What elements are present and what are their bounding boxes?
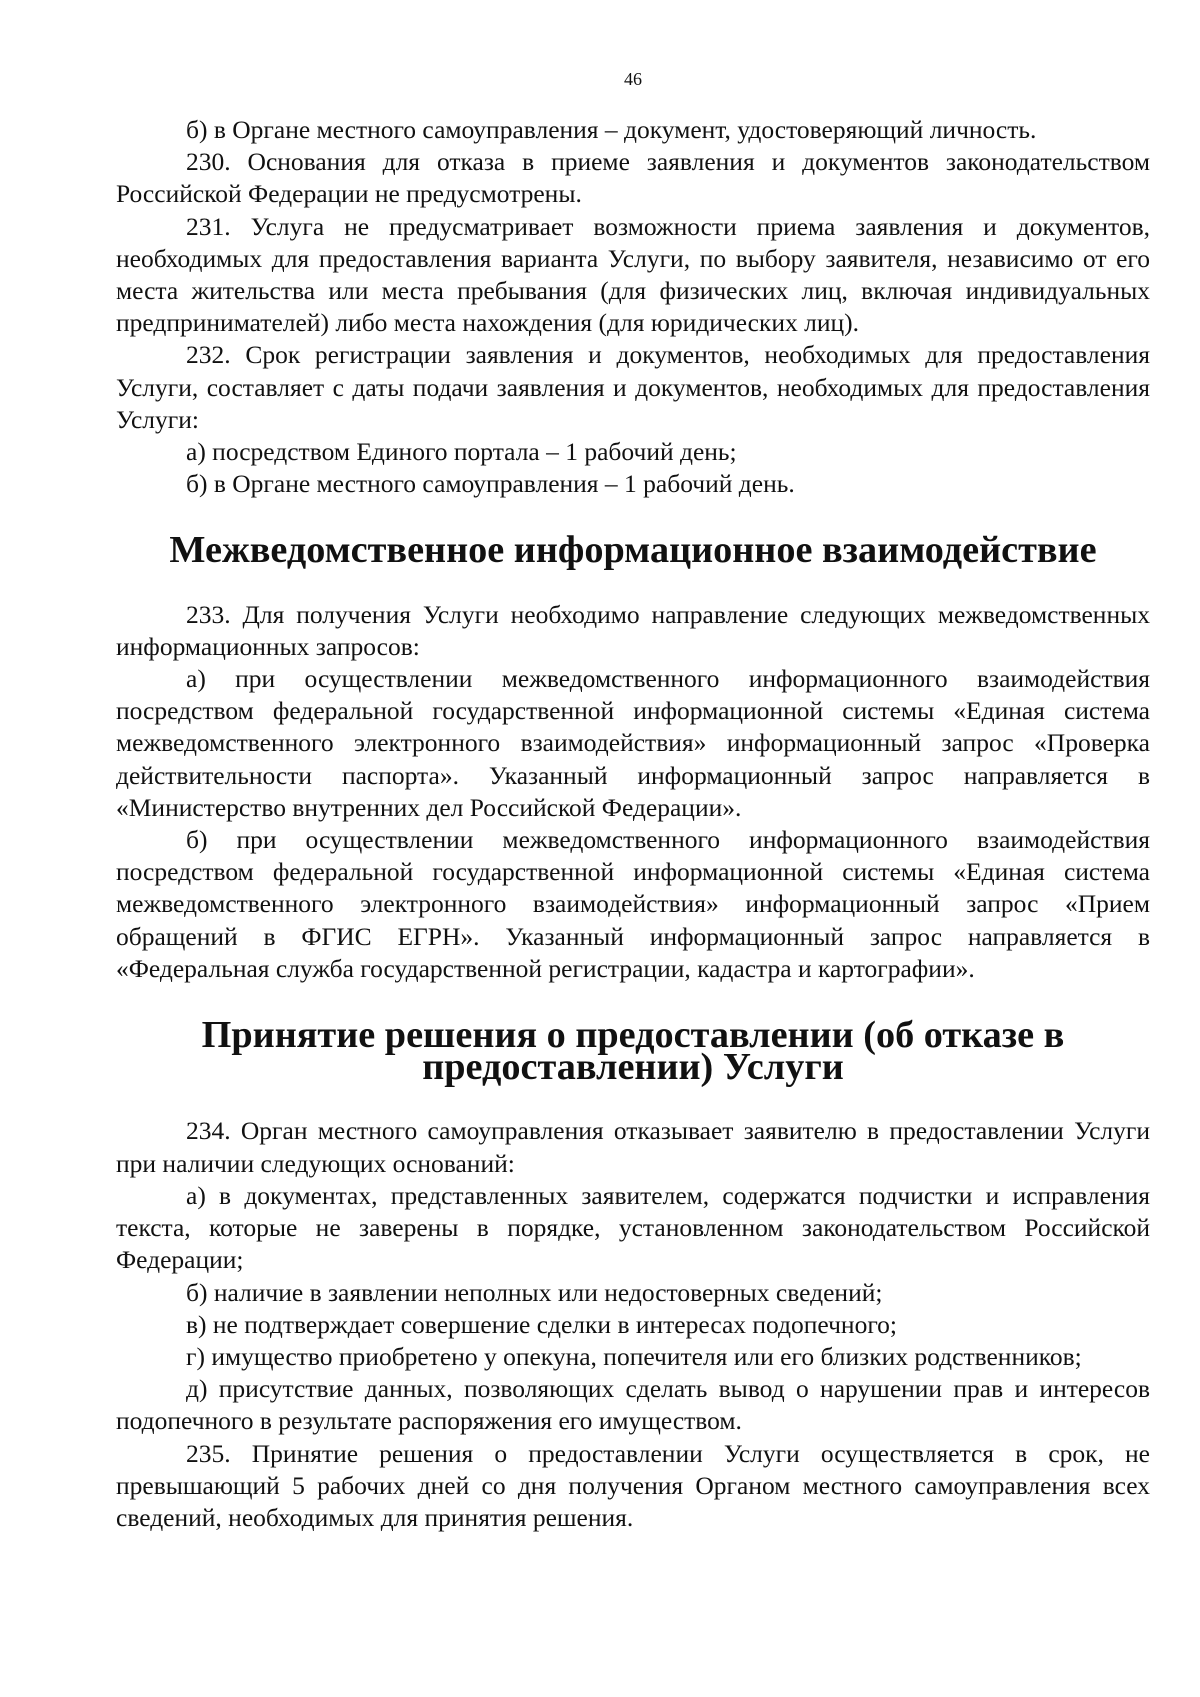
section-registration (116, 114, 1150, 500)
paragraph-232-b: б) в Органе местного самоуправления – 1 рабочий день. (186, 469, 795, 499)
paragraph-233: 233. Для получения Услуги необходимо направление следующих межведомственных информационных запросов: (116, 599, 1150, 661)
paragraph-235: 235. Принятие решения о предоставлении Услуги осуществляется в срок, не превышающий 5 рабочих дней со дня получения Органом местного самоуправления всех сведений, необходимых для принятия решения. (116, 1438, 1150, 1532)
paragraph-232: 232. Срок регистрации заявления и документов, необходимых для предоставления Услуги, составляет с даты подачи заявления и документов, необходимых для предоставления Услуги: (116, 340, 1150, 434)
paragraph-234-a: а) в документах, представленных заявителем, содержатся подчистки и исправления текста, которые не заверены в порядке, установленном законодательством Российской Федерации; (116, 1180, 1150, 1275)
section-interagency (116, 599, 1150, 985)
paragraph-233-b: б) при осуществлении межведомственного информационного взаимодействия посредством федеральной государственной информационной системы «Единая система межведомственного электронного взаимодействия» информационный запрос «Прием обращений в ФГИС ЕГРН». Указанный информационный запрос направляется в «Федеральная служба государственной регистрации, кадастра и картографии». (116, 825, 1150, 983)
section-decision (116, 1115, 1150, 1534)
paragraph-234-b: б) наличие в заявлении неполных или недостоверных сведений; (186, 1277, 883, 1307)
paragraph-identity-document: б) в Органе местного самоуправления – документ, удостоверяющий личность. (186, 115, 1037, 144)
section-heading-interagency: Межведомственное информационное взаимодействие (169, 529, 1097, 572)
paragraph-234-v: в) не подтверждает совершение сделки в интересах подопечного; (186, 1309, 897, 1339)
paragraph-234: 234. Орган местного самоуправления отказывает заявителю в предоставлении Услуги при наличии следующих оснований: (116, 1116, 1150, 1178)
paragraph-234-d: д) присутствие данных, позволяющих сделать вывод о нарушении прав и интересов подопечного в результате распоряжения его имуществом. (116, 1374, 1150, 1436)
paragraph-233-a: а) при осуществлении межведомственного информационного взаимодействия посредством федеральной государственной информационной системы «Единая система межведомственного электронного взаимодействия» информационный запрос «Проверка действительности паспорта». Указанный информационный запрос направляется в «Министерство внутренних дел Российской Федерации». (116, 664, 1150, 822)
document-page (116, 68, 1150, 1534)
paragraph-230: 230. Основания для отказа в приеме заявления и документов законодательством Российской Федерации не предусмотрены. (116, 147, 1150, 209)
paragraph-234-g: г) имущество приобретено у опекуна, попечителя или его близких родственников; (186, 1341, 1082, 1371)
paragraph-232-a: а) посредством Единого портала – 1 рабочий день; (186, 437, 737, 467)
paragraph-231: 231. Услуга не предусматривает возможности приема заявления и документов, необходимых для предоставления варианта Услуги, по выбору заявителя, независимо от его места жительства или места пребывания (для физических лиц, включая индивидуальных предпринимателей) либо места нахождения (для юридических лиц). (116, 211, 1150, 338)
section-heading-decision: Принятие решения о предоставлении (об отказе в предоставлении) Услуги (201, 1014, 1065, 1089)
page-number: 46 (624, 69, 642, 89)
